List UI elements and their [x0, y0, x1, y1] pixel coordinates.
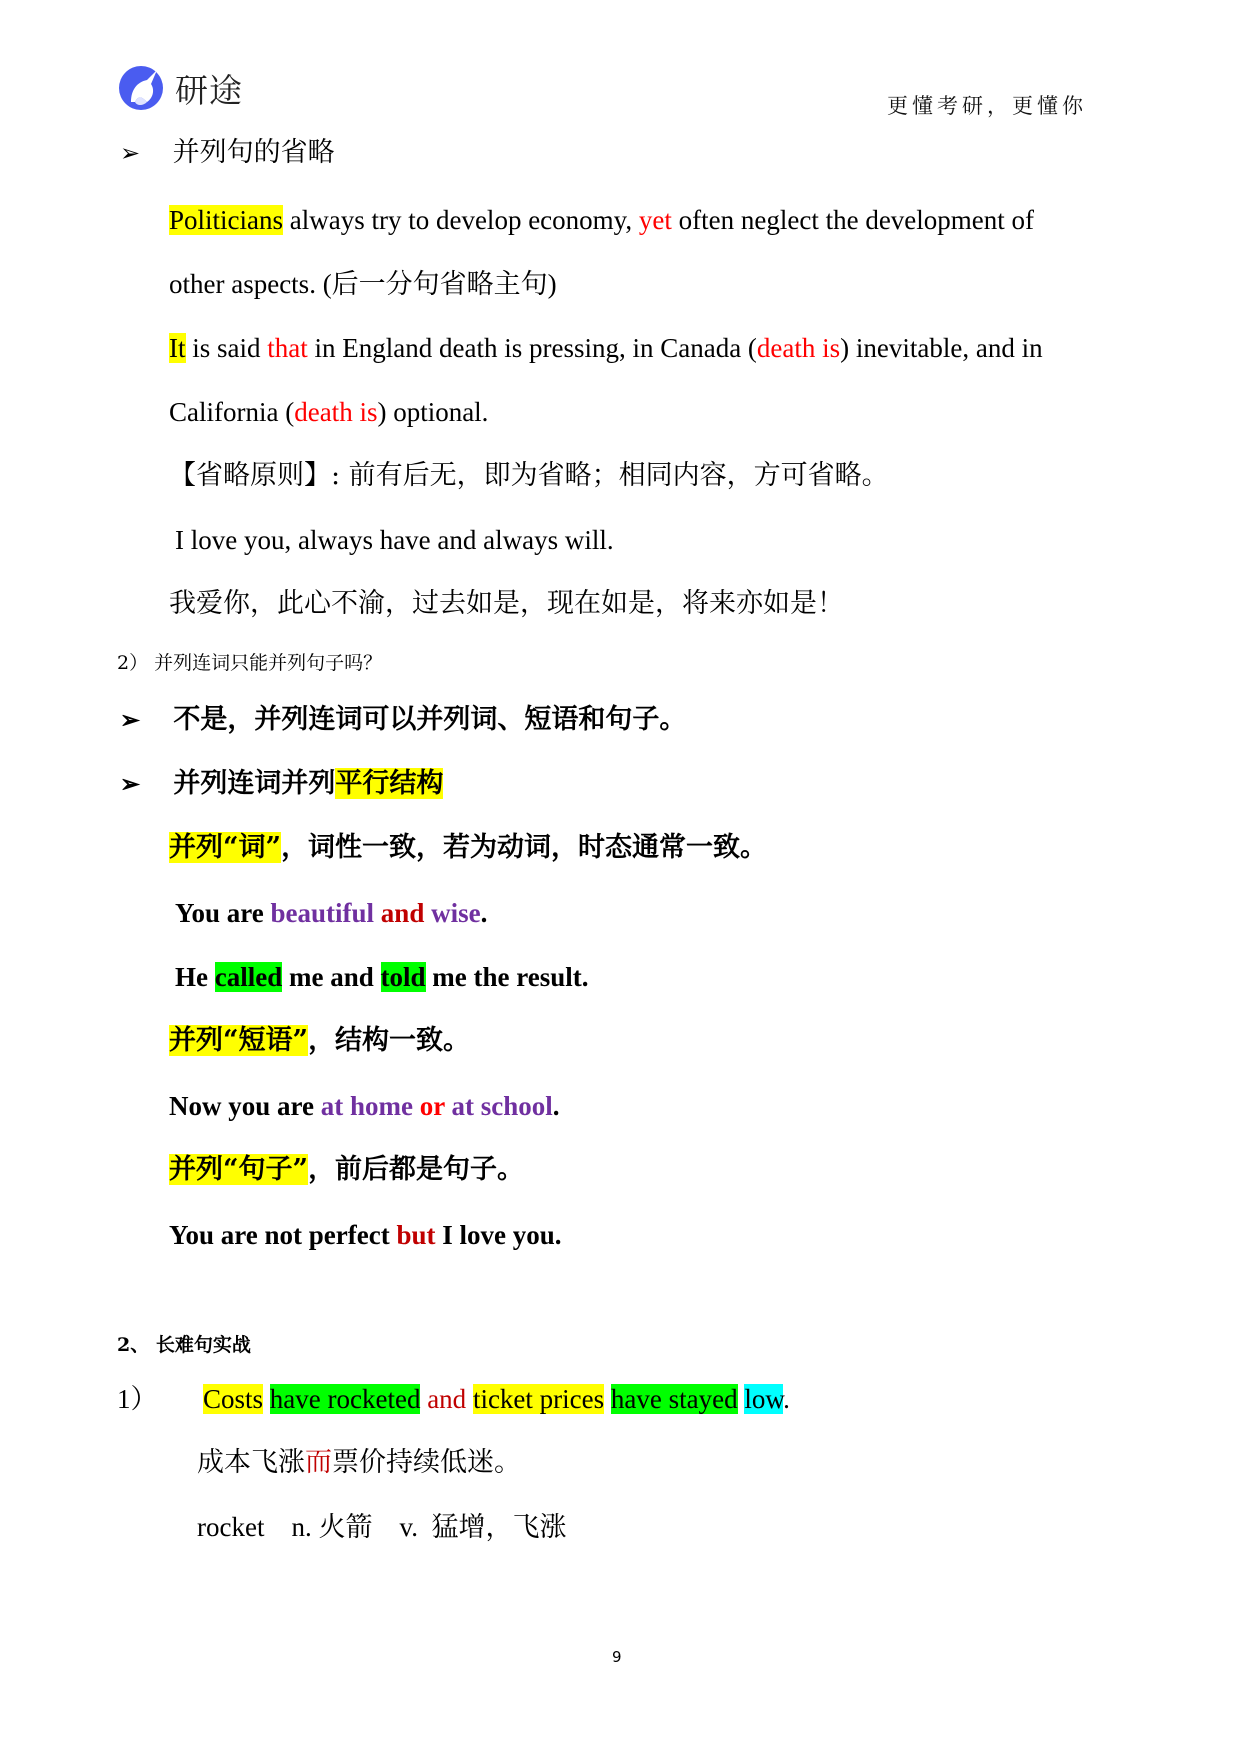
example-sentence-cont: California (death is) optional.: [169, 397, 489, 427]
bullet-point: ➢ 不是，并列连词可以并列词、短语和句子。: [120, 700, 686, 740]
example-sentence-cont: other aspects. (后一分句省略主句): [169, 269, 557, 299]
practice-sentence: Costs have rocketed and ticket prices have stayed low.: [203, 1384, 790, 1414]
arrow-bullet-icon: ➢: [120, 769, 141, 798]
example-sentence: Now you are at home or at school.: [169, 1091, 560, 1121]
example-sentence: You are beautiful and wise.: [175, 898, 488, 928]
rule-words: 并列“词”，词性一致，若为动词，时态通常一致。: [169, 832, 768, 863]
example-sentence: I love you, always have and always will.: [175, 525, 614, 555]
example-sentence: Politicians always try to develop economy, yet often neglect the development of: [169, 205, 1035, 235]
rule-phrases: 并列“短语”，结构一致。: [169, 1025, 471, 1056]
example-sentence: It is said that in England death is pressing, in Canada (death is) inevitable, and in: [169, 333, 1043, 363]
translation: 我爱你，此心不渝，过去如是，现在如是，将来亦如是！: [169, 588, 844, 619]
arrow-bullet-icon: ➢: [120, 139, 141, 167]
ellipsis-principle: 【省略原则】: 前有后无，即为省略；相同内容，方可省略。: [169, 460, 889, 491]
heading-text: 并列句的省略: [172, 137, 335, 168]
practice-item-number: 1）: [117, 1384, 158, 1414]
question-heading: 2） 并列连词只能并列句子吗？: [117, 652, 383, 674]
unicorn-logo-icon: [117, 64, 165, 112]
section-heading: [120, 133, 335, 173]
page-number: 9: [612, 1648, 622, 1666]
arrow-bullet-icon: ➢: [120, 705, 141, 734]
rule-sentences: 并列“句子”，前后都是句子。: [169, 1154, 525, 1185]
practice-heading: 2、 长难句实战: [117, 1334, 251, 1356]
bullet-point: ➢ 并列连词并列平行结构: [120, 764, 443, 804]
header-slogan: 更懂考研，更懂你: [887, 94, 1087, 118]
practice-translation: 成本飞涨而票价持续低迷。: [197, 1447, 521, 1478]
logo: [117, 64, 243, 112]
logo-text: 研途: [175, 70, 243, 110]
example-sentence: He called me and told me the result.: [175, 962, 589, 992]
vocab-note: rocket n. 火箭 v. 猛增，飞涨: [197, 1512, 567, 1542]
example-sentence: You are not perfect but I love you.: [169, 1220, 562, 1250]
